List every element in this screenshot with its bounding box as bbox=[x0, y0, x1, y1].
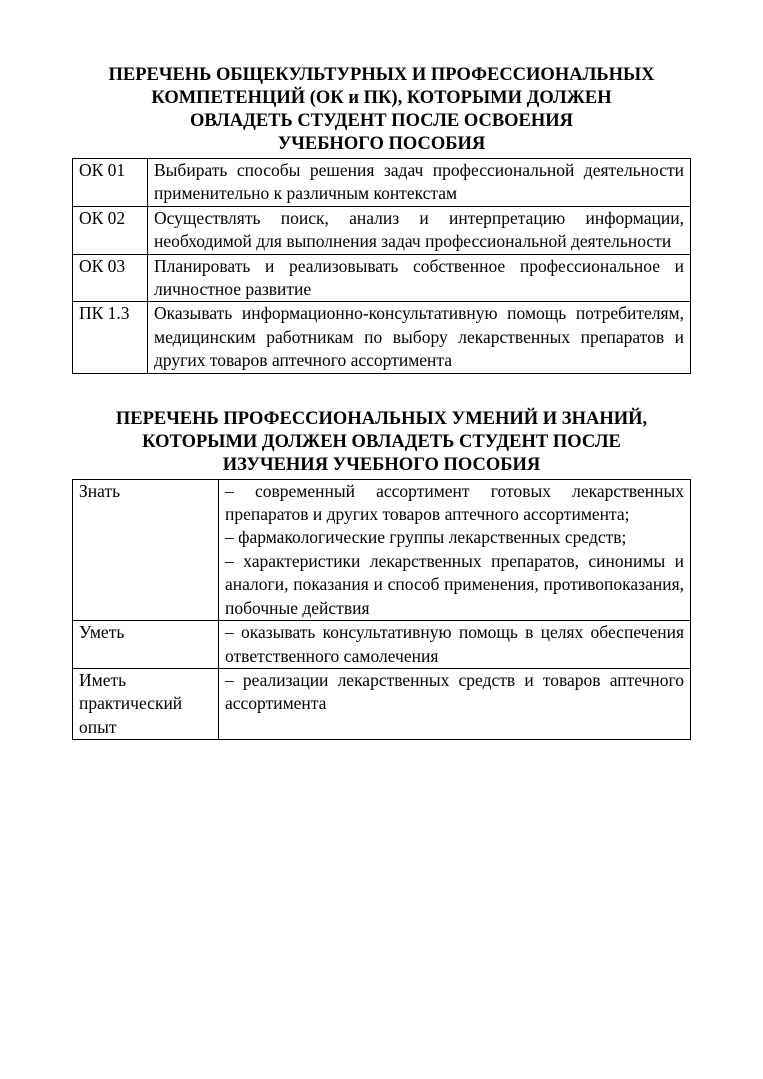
competencies-table bbox=[72, 158, 691, 374]
list-item: – современный ассортимент готовых лекарственных препаратов и других товаров аптечного ассортимента; bbox=[225, 480, 684, 525]
title-line: ПЕРЕЧЕНЬ ПРОФЕССИОНАЛЬНЫХ УМЕНИЙ И ЗНАНИЙ, bbox=[115, 408, 648, 429]
skill-items bbox=[219, 668, 691, 739]
table-row bbox=[73, 668, 691, 739]
title-line: ПЕРЕЧЕНЬ ОБЩЕКУЛЬТУРНЫХ И ПРОФЕССИОНАЛЬНЫХ bbox=[108, 65, 655, 85]
list-item: – оказывать консультативную помощь в целях обеспечения ответственного самолечения bbox=[225, 622, 684, 666]
competency-text: Оказывать информационно-консультативную помощь потребителям, медицинским работникам по выбору лекарственных препаратов и других товаров аптечного ассортимента bbox=[148, 302, 691, 373]
table-row bbox=[73, 254, 691, 302]
competency-text: Осуществлять поиск, анализ и интерпретацию информации, необходимой для выполнения задач профессиональной деятельности bbox=[148, 206, 691, 254]
competency-text: Планировать и реализовывать собственное профессиональное и личностное развитие bbox=[148, 254, 691, 302]
skill-items bbox=[219, 479, 691, 620]
table-row bbox=[73, 479, 691, 620]
competency-code: ОК 01 bbox=[73, 159, 148, 207]
table-row bbox=[73, 206, 691, 254]
skill-label: Знать bbox=[73, 479, 219, 620]
table-row bbox=[73, 302, 691, 373]
title-line: ОВЛАДЕТЬ СТУДЕНТ ПОСЛЕ ОСВОЕНИЯ bbox=[189, 111, 574, 131]
competency-text: Выбирать способы решения задач профессиональной деятельности применительно к различным контекстам bbox=[148, 159, 691, 207]
title-line: УЧЕБНОГО ПОСОБИЯ bbox=[277, 134, 486, 154]
skill-label: Иметь практический опыт bbox=[73, 668, 219, 739]
skill-items bbox=[219, 621, 691, 669]
title-line: КОТОРЫМИ ДОЛЖЕН ОВЛАДЕТЬ СТУДЕНТ ПОСЛЕ bbox=[142, 431, 621, 452]
skill-label: Уметь bbox=[73, 621, 219, 669]
table-row bbox=[73, 621, 691, 669]
document-page bbox=[72, 64, 691, 740]
table-row bbox=[73, 159, 691, 207]
title-line: КОМПЕТЕНЦИЙ (ОК и ПК), КОТОРЫМИ ДОЛЖЕН bbox=[151, 88, 612, 108]
competency-code: ОК 03 bbox=[73, 254, 148, 302]
competencies-title bbox=[72, 64, 691, 156]
list-item: – реализации лекарственных средств и товаров аптечного ассортимента bbox=[225, 669, 684, 714]
list-item: – фармакологические группы лекарственных средств; bbox=[225, 527, 627, 548]
list-item: – характеристики лекарственных препаратов, синонимы и аналоги, показания и способ применения, противопоказания, побочные действия bbox=[225, 550, 684, 618]
skills-table bbox=[72, 479, 691, 740]
competency-code: ОК 02 bbox=[73, 206, 148, 254]
skills-title bbox=[72, 408, 691, 477]
competency-code: ПК 1.3 bbox=[73, 302, 148, 373]
title-line: ИЗУЧЕНИЯ УЧЕБНОГО ПОСОБИЯ bbox=[222, 454, 541, 475]
